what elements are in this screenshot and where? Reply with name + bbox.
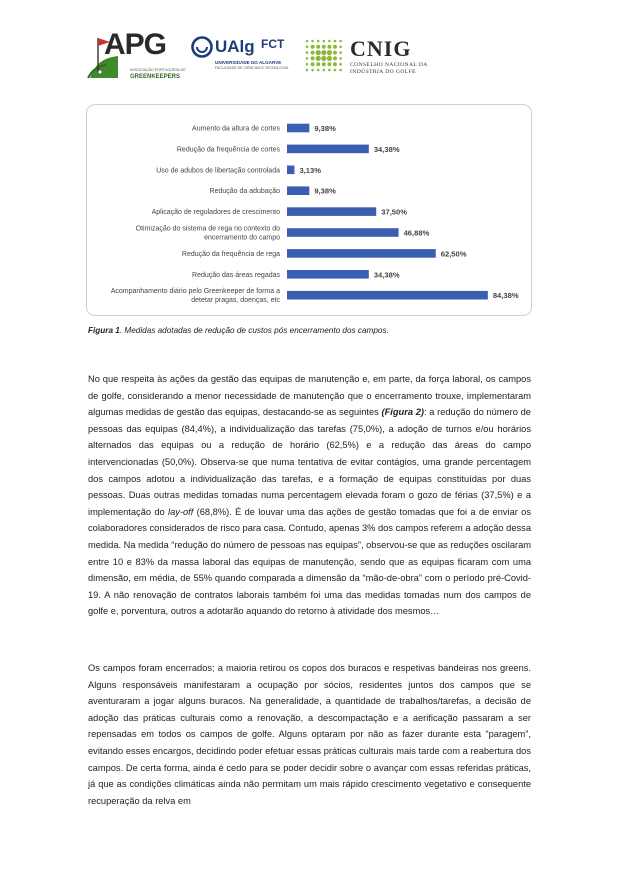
bar	[287, 291, 488, 300]
value-label: 34,38%	[373, 270, 400, 280]
value-label: 46,88%	[403, 228, 430, 238]
cnig-dot	[311, 62, 315, 66]
cnig-dot	[321, 50, 326, 55]
cnig-dot	[327, 45, 331, 49]
cnig-dot	[306, 51, 309, 54]
ualg-faculty: FACULDADE DE CIÊNCIAS E TECNOLOGIA	[215, 66, 289, 70]
cnig-dot	[316, 56, 321, 61]
bar	[287, 124, 309, 133]
cnig-dot-grid-icon	[304, 38, 344, 74]
cnig-dot	[306, 46, 309, 49]
cnig-dot	[311, 40, 314, 43]
cnig-subtitle-2: INDÚSTRIA DO GOLFE	[350, 69, 416, 75]
cnig-dot	[327, 62, 331, 66]
bar	[287, 166, 294, 175]
cnig-logo	[304, 26, 454, 86]
value-label: 62,50%	[440, 249, 467, 259]
value-label: 3,13%	[299, 165, 321, 175]
category-label: Uso de adubos de libertação controlada	[156, 167, 280, 175]
value-label: 9,38%	[314, 124, 336, 133]
ualg-subtitle: UNIVERSIDADE DO ALGARVE	[215, 60, 282, 65]
ualg-wordmark: UAlg	[215, 37, 255, 56]
cnig-dot	[328, 40, 331, 43]
ualg-emblem-icon	[191, 36, 213, 58]
bar-chart	[87, 105, 531, 315]
cnig-dot	[306, 69, 309, 72]
value-label: 9,38%	[314, 186, 336, 196]
cnig-dot	[311, 56, 315, 60]
cnig-dot	[311, 45, 315, 49]
category-label: Redução das áreas regadas	[192, 271, 280, 279]
cnig-dot	[327, 50, 332, 55]
cnig-dot	[328, 69, 331, 72]
cnig-subtitle-1: CONSELHO NACIONAL DA	[350, 62, 428, 68]
cnig-dot	[322, 62, 326, 66]
category-label: Redução da adubação	[209, 188, 280, 196]
paragraph1-part1: No que respeita às ações da gestão das equipas de manutenção e, em parte, da força laboral, os campos de golfe, considerando a menor necessidade de manutenção que o encerramento trouxe, implementaram algumas medidas de gestão das equipas, destacando-se as seguintes	[88, 374, 531, 418]
cnig-dot	[316, 62, 320, 66]
cnig-dot	[317, 69, 320, 72]
category-label: Redução da frequência de cortes	[176, 146, 280, 154]
cnig-dot	[311, 69, 314, 72]
figure-caption-text: . Medidas adotadas de redução de custos pós encerramento dos campos.	[119, 326, 389, 335]
category-label: Otimização do sistema de rega no contexto do encerramento do campo	[135, 225, 280, 242]
cnig-dot	[339, 57, 342, 60]
bar	[287, 270, 369, 279]
cnig-dot	[321, 56, 326, 61]
figure-caption	[88, 326, 389, 335]
cnig-dot	[339, 69, 342, 72]
cnig-dot	[316, 50, 321, 55]
value-label: 37,50%	[381, 207, 408, 217]
category-label: Aumento da altura de cortes	[192, 125, 280, 133]
cnig-dot	[317, 40, 320, 43]
value-label: 34,38%	[373, 144, 400, 154]
cnig-dot	[306, 40, 309, 43]
bar-chart-frame	[86, 104, 532, 316]
cnig-dot	[334, 40, 337, 43]
paragraph1-part3: (68,8%). É de louvar uma das ações de gestão tomadas que foi a de enviar os colaboradores considerados de risco para casa. Contudo, apenas 3% dos campos referem a adoção dessa medida. Na medida “redução do número de pessoas nas equipas”, observou-se que as reduções oscilaram entre 10 e 83% da massa laboral das equipas de manutenção, sendo que as equipas ficaram com uma dimensão, em média, de 55% quando comparada a dimensão da “mão-de-obra” com o período pré-Covid-19. A não renovação de contratos laborais também foi uma das medidas tomadas num dos campos de golfe e, porventura, outros a adotarão aquando do retorno à atividade dos mesmos…	[88, 506, 531, 617]
bar	[287, 207, 376, 216]
value-label: 84,38%	[492, 291, 519, 301]
cnig-dot	[327, 56, 332, 61]
header-logos	[86, 26, 546, 88]
paragraph-team-management	[88, 371, 531, 620]
apg-wordmark: APG	[104, 28, 167, 61]
cnig-dot	[333, 45, 337, 49]
cnig-dot	[333, 62, 337, 66]
apg-subtitle: ASSOCIAÇÃO PORTUGUESA DE	[130, 68, 186, 72]
bar	[287, 249, 436, 258]
cnig-dot	[323, 69, 326, 72]
bar	[287, 228, 399, 237]
apg-greenkeepers: GREENKEEPERS	[130, 74, 181, 80]
cnig-dot	[323, 40, 326, 43]
figure-2-reference: (Figura 2)	[381, 407, 424, 418]
cnig-dot	[339, 63, 342, 66]
paragraph1-part2: : a redução do número de pessoas das equipas (84,4%), a individualização das tarefas (75,0%), a adoção de turnos e/ou horários alternados das equipas ou a redução de horário (62,5%) e a redução das áreas do campo intervencionadas (50,0%). Observa-se que numa tentativa de evitar contágios, uma grande percentagem dos campos adotou a individualização das tarefas, e a formação de equipas constituídas por duas pessoas. Duas outras medidas tomadas numa percentagem elevada foram o gozo de férias (37,5%) e a implementação do	[88, 407, 531, 517]
ualg-fct: FCT	[261, 37, 285, 51]
cnig-wordmark: CNIG	[350, 36, 412, 61]
category-label: Aplicação de reguladores de crescimento	[151, 209, 280, 217]
layoff-term: lay-off	[168, 506, 194, 517]
bar	[287, 145, 369, 154]
cnig-dot	[333, 51, 337, 55]
cnig-dot	[339, 40, 342, 43]
cnig-dot	[311, 51, 315, 55]
category-label: Acompanhamento diário pelo Greenkeeper de forma a detetar pragas, doenças, etc	[110, 288, 280, 305]
cnig-dot	[316, 45, 320, 49]
figure-label: Figura 1	[88, 326, 120, 335]
paragraph-course-closure: Os campos foram encerrados; a maioria retirou os copos dos buracos e respetivas bandeiras nos greens. Alguns responsáveis manifestaram a ocupação por sócios, residentes juntos dos campos que se aventuraram a jogar alguns buracos. Na generalidade, a quantidade de trabalhos/tarefas, a decisão de adoção das práticas culturais como a renovação, a descompactação e a aerificação passaram a ser repensadas em todos os campos de golfe. Alguns optaram por não as fazer durante esta “paragem”, evitando esses encargos, decidindo poder efetuar essas práticas culturais mais tarde com a reabertura dos campos. De certa forma, ainda é cedo para se poder decidir sobre o avançar com essas referidas práticas, já que as condições climáticas ainda não permitam um mais rápido crescimento vegetativo e consequente recuperação da relva em	[88, 663, 531, 806]
cnig-dot	[339, 46, 342, 49]
bar	[287, 186, 309, 195]
category-label: Redução da frequência de rega	[181, 250, 280, 258]
cnig-dot	[306, 57, 309, 60]
ualg-logo	[191, 26, 301, 86]
cnig-dot	[322, 45, 326, 49]
cnig-dot	[339, 51, 342, 54]
cnig-dot	[333, 56, 337, 60]
apg-logo	[86, 26, 186, 86]
cnig-dot	[306, 63, 309, 66]
cnig-dot	[334, 69, 337, 72]
